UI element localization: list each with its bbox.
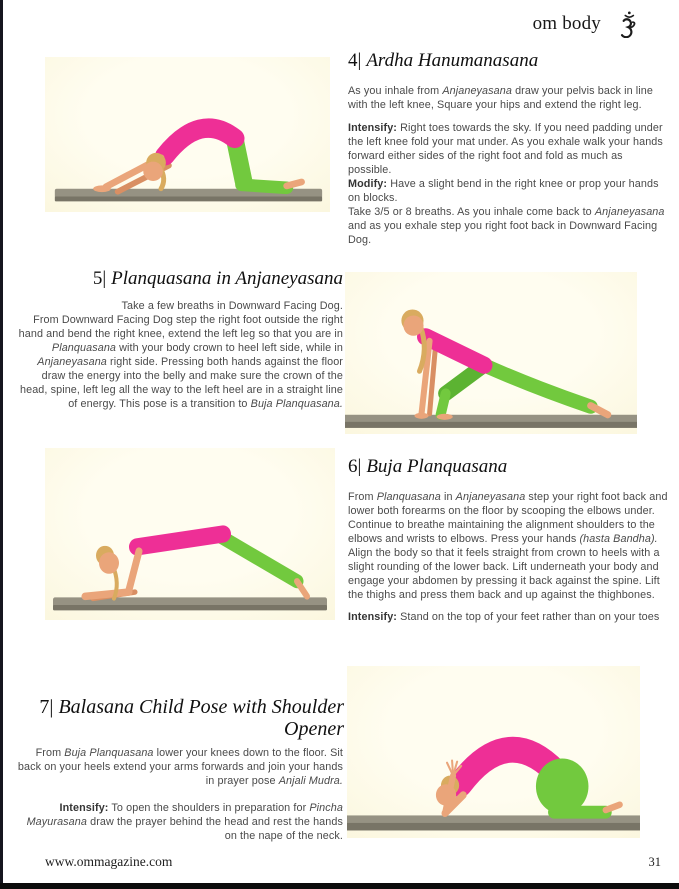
section-7-text — [12, 746, 343, 843]
footer-website: www.ommagazine.com — [45, 854, 173, 869]
page-header — [533, 10, 643, 38]
section-6-text — [348, 490, 668, 624]
section-5-number: 5| — [92, 268, 107, 289]
pose-instructions: From Downward Facing Dog step the right foot outside the right hand and bend the right knee, extend the left leg so that you are in Planquasana with your body crown to heel left side, while in Anjaneyasana right side. Pressing both hands against the floor draw the energy into the belly and make sure the crown of the head, spine, left leg all the way to the left heel are in a straight line of energy. This pose is a transition to Buja Planquasana. — [18, 314, 343, 410]
brand-title: om body — [532, 13, 601, 34]
intensify-note: Intensify: To open the shoulders in preparation for Pincha Mayurasana draw the prayer behind the head and rest the hands on the nape of the neck. — [26, 802, 343, 842]
section-6-number: 6| — [348, 456, 362, 477]
section-5-text — [12, 299, 343, 411]
section-6-title: 6| Buja Planquasana — [348, 456, 508, 477]
pose-instructions: From Planquasana in Anjaneyasana step your right foot back and lower both forearms on the floor by scooping the elbows under. Continue to breathe maintaining the alignment shoulders to the elbows and wrists to elbows. Press your hands (hasta Bandha). Align the body so that it feels straight from crown to heels with a slight rounding of the lower back. Lift underneath your body and engage your abdomen by pressing it back against the spine. Lift the thighs and press them back and up against the thighbones. — [348, 491, 668, 601]
section-7-number: 7| — [39, 696, 54, 718]
section-4-text — [348, 84, 666, 247]
intensify-note: Intensify: Stand on the top of your feet rather than on your toes — [348, 611, 660, 623]
om-icon — [616, 10, 643, 38]
modify-note: Modify: Have a slight bend in the right knee or prop your hands on blocks. — [348, 178, 659, 204]
pose-instructions: From Buja Planquasana lower your knees down to the floor. Sit back on your heels extend your arms forwards and join your hands in prayer pose Anjali Mudra. — [17, 747, 343, 787]
section-7-title: 7| Balasana Child Pose with Shoulder Opener — [39, 696, 344, 740]
kneeling-forward-fold-photo — [45, 57, 330, 212]
footer-page-number: 31 — [648, 855, 661, 869]
lunge-planquasana-photo — [345, 272, 637, 434]
childs-pose-shoulder-opener-photo — [347, 666, 640, 838]
breath-note: Take 3/5 or 8 breaths. As you inhale come back to Anjaneyasana and as you exhale step you right foot back in Downward Facing Dog. — [348, 206, 665, 246]
section-4-number: 4| — [348, 50, 362, 71]
pose-instructions: Take a few breaths in Downward Facing Dog. — [121, 300, 343, 312]
intensify-note: Intensify: Right toes towards the sky. If you need padding under the left knee fold your mat under. As you exhale walk your hands forward either sides of the right foot and fold as much as possible. — [348, 122, 663, 176]
section-5-title: 5| Planquasana in Anjaneyasana — [92, 268, 343, 289]
forearm-plank-photo — [45, 448, 335, 620]
page-bottom-bar — [0, 883, 679, 889]
pose-instructions: As you inhale from Anjaneyasana draw your pelvis back in line with the left knee, Square your hips and extend the right leg. — [348, 85, 653, 111]
page-left-border — [0, 0, 3, 889]
section-4-title: 4| Ardha Hanumanasana — [348, 50, 539, 71]
